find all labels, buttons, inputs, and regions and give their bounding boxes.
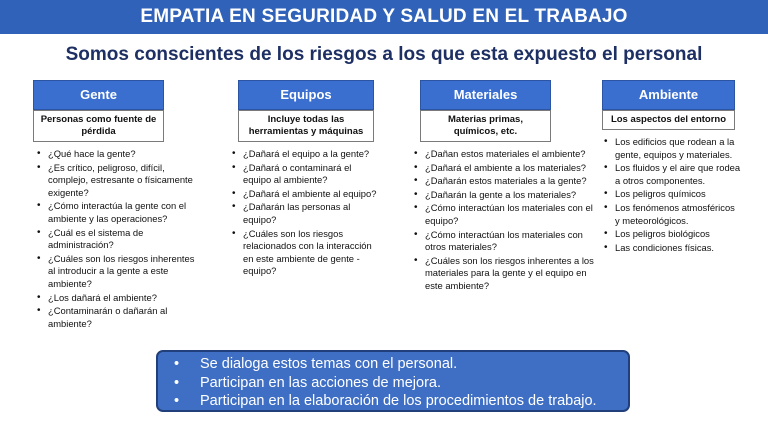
summary-box (156, 350, 630, 412)
list-item: • ¿Cómo interactúan los materiales con el equipo? (412, 202, 597, 227)
list-item: • Los peligros biológicos (602, 228, 742, 241)
list-item: • ¿Es crítico, peligroso, difícil, complejo, estresante o físicamente exigente? (35, 162, 195, 200)
column-header-ambiente: Ambiente (602, 80, 735, 110)
column-header-materiales: Materiales (420, 80, 551, 110)
list-item: • ¿Dañarán estos materiales a la gente? (412, 175, 597, 188)
summary-item: • Se dialoga estos temas con el personal. (172, 355, 618, 374)
list-item: • Las condiciones físicas. (602, 242, 742, 255)
column-subheader-materiales: Materias primas, químicos, etc. (420, 110, 551, 142)
column-subheader-equipos: Incluye todas las herramientas y máquinas (238, 110, 374, 142)
list-item: • ¿Dañarán la gente a los materiales? (412, 189, 597, 202)
list-item: • Los peligros químicos (602, 188, 742, 201)
list-item: • ¿Cuáles son los riesgos inherentes a los materiales para la gente y el equipo en este ambiente? (412, 255, 597, 293)
slide-subtitle: Somos conscientes de los riesgos a los que esta expuesto el personal (65, 44, 703, 65)
column-materiales (420, 80, 594, 294)
column-header-equipos: Equipos (238, 80, 374, 110)
column-list-materiales (412, 148, 597, 293)
column-list-equipos (230, 148, 380, 278)
list-item: • Los edificios que rodean a la gente, equipos y materiales. (602, 136, 742, 161)
column-list-gente (35, 148, 195, 330)
list-item: • ¿Dañará el ambiente a los materiales? (412, 162, 597, 175)
list-item: • ¿Cómo interactúa la gente con el ambiente y las operaciones? (35, 200, 195, 225)
column-gente (33, 80, 195, 331)
column-subheader-gente: Personas como fuente de pérdida (33, 110, 164, 142)
column-header-gente: Gente (33, 80, 164, 110)
list-item: • ¿Cómo interactúan los materiales con otros materiales? (412, 229, 597, 254)
slide-title: EMPATIA EN SEGURIDAD Y SALUD EN EL TRABAJO (0, 0, 768, 34)
list-item: • ¿Dañará el equipo a la gente? (230, 148, 380, 161)
column-equipos (238, 80, 377, 279)
list-item: • ¿Cuáles son los riesgos inherentes al introducir a la gente a este ambiente? (35, 253, 195, 291)
list-item: • Los fenómenos atmosféricos y meteorológicos. (602, 202, 742, 227)
column-list-ambiente (602, 136, 742, 254)
summary-item: • Participan en las acciones de mejora. (172, 374, 618, 393)
column-subheader-ambiente: Los aspectos del entorno (602, 110, 735, 130)
list-item: • ¿Dañará el ambiente al equipo? (230, 188, 380, 201)
list-item: • ¿Dañan estos materiales el ambiente? (412, 148, 597, 161)
summary-list (172, 355, 618, 411)
list-item: • ¿Cuál es el sistema de administración? (35, 227, 195, 252)
list-item: • ¿Cuáles son los riesgos relacionados con la interacción en este ambiente de gente - equipo? (230, 228, 380, 278)
list-item: • ¿Contaminarán o dañarán al ambiente? (35, 305, 195, 330)
column-ambiente (602, 80, 741, 255)
list-item: • ¿Los dañará el ambiente? (35, 292, 195, 305)
list-item: • ¿Qué hace la gente? (35, 148, 195, 161)
list-item: • Los fluidos y el aire que rodea a otros componentes. (602, 162, 742, 187)
summary-item: • Participan en la elaboración de los procedimientos de trabajo. (172, 392, 618, 411)
list-item: • ¿Dañará o contaminará el equipo al ambiente? (230, 162, 380, 187)
list-item: • ¿Dañarán las personas al equipo? (230, 201, 380, 226)
